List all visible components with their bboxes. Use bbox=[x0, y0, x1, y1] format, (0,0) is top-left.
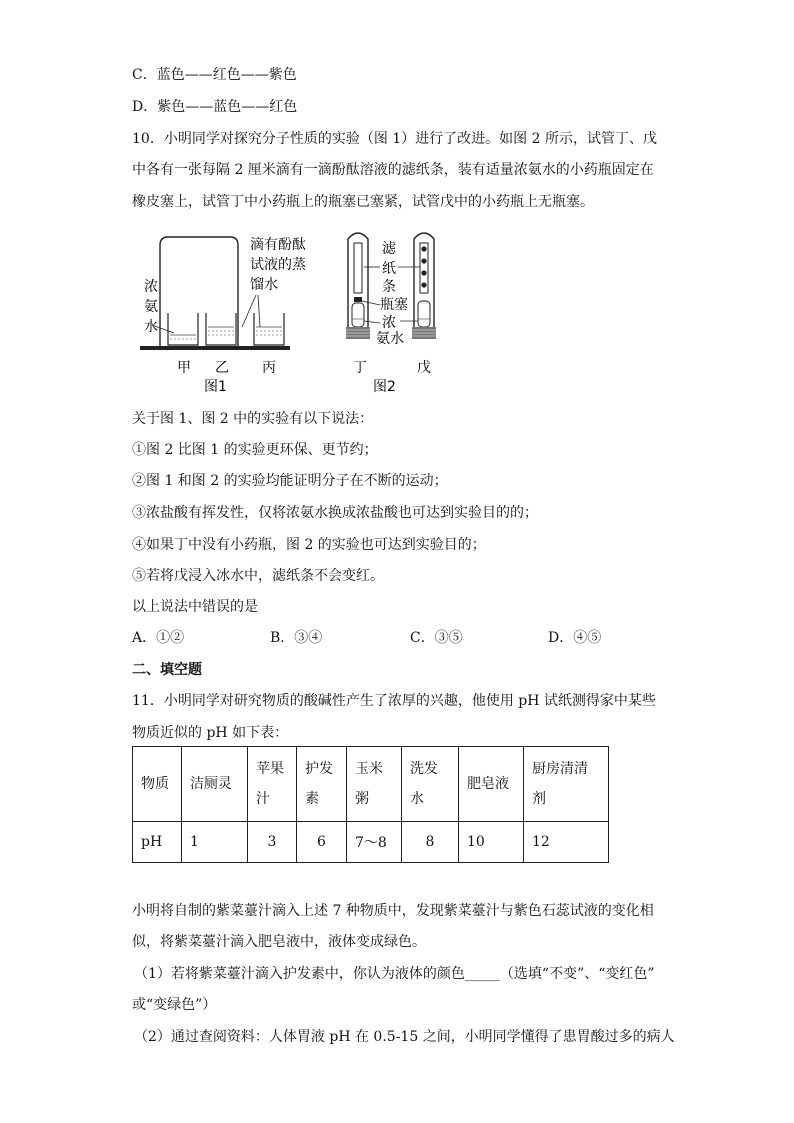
q10-statement-5: ⑤若将戊浸入冰水中，滤纸条不会变红。 bbox=[132, 568, 384, 584]
section-heading: 二、填空题 bbox=[132, 662, 202, 678]
beaker-yi bbox=[206, 313, 236, 345]
q10-statement-3: ③浓盐酸有挥发性，仅将浓氨水换成浓盐酸也可达到实验目的的； bbox=[132, 505, 538, 521]
figure-1 bbox=[140, 236, 306, 395]
table-cell: 6 bbox=[297, 822, 347, 863]
q11-paragraph-line1: 小明将自制的紫菜薹汁滴入上述 7 种物质中，发现紫菜薹汁与紫色石蕊试液的变化相 bbox=[132, 903, 654, 919]
fig2-label-zhi: 纸 bbox=[382, 261, 396, 277]
q10-text-line1: 10．小明同学对探究分子性质的实验（图 1）进行了改进。如图 2 所示，试管丁、戊 bbox=[132, 131, 657, 147]
q10-option-a: A．①② bbox=[132, 630, 185, 646]
table-cell: 苹果 汁 bbox=[248, 747, 297, 822]
q10-statement-2: ②图 1 和图 2 的实验均能证明分子在不断的运动； bbox=[132, 473, 448, 489]
table-cell: 3 bbox=[248, 822, 297, 863]
fig2-label-tiao: 条 bbox=[382, 279, 396, 295]
table-cell: 10 bbox=[459, 822, 524, 863]
fig2-label-lv: 滤 bbox=[382, 241, 396, 257]
fig1-label-phenol-1: 滴有酚酞 bbox=[250, 237, 306, 253]
table-cell: 厨房清清 剂 bbox=[524, 747, 609, 822]
q10-option-c: C．③⑤ bbox=[410, 630, 463, 646]
fig1-caption: 图1 bbox=[204, 379, 227, 395]
table-row-ph bbox=[133, 822, 609, 863]
fig1-label-phenol-2: 试液的蒸 bbox=[250, 257, 306, 273]
fig1-label-yi: 乙 bbox=[215, 360, 229, 376]
tube-wu bbox=[412, 233, 436, 339]
q11-sub2-line1: （2）通过查阅资料：人体胃液 pH 在 0.5-15 之间，小明同学懂得了患胃酸过多的病人 bbox=[134, 1029, 675, 1045]
q11-text-line1: 11．小明同学对研究物质的酸碱性产生了浓厚的兴趣，他使用 pH 试纸测得家中某些 bbox=[132, 693, 656, 709]
fig2-caption: 图2 bbox=[373, 379, 396, 395]
table-cell: 7～8 bbox=[347, 822, 402, 863]
table-cell: 1 bbox=[182, 822, 248, 863]
table-header-ph: pH bbox=[133, 822, 182, 863]
q10-text-line2: 中各有一张每隔 2 厘米滴有一滴酚酞溶液的滤纸条，装有适量浓氨水的小药瓶固定在 bbox=[132, 162, 654, 178]
q10-text-line3: 橡皮塞上，试管丁中小药瓶上的瓶塞已塞紧，试管戊中的小药瓶上无瓶塞。 bbox=[132, 194, 594, 210]
fig1-label-shui: 水 bbox=[144, 319, 158, 335]
fig1-label-nong: 浓 bbox=[144, 279, 158, 295]
fig1-label-jia: 甲 bbox=[177, 360, 191, 376]
fig2-label-pingsai: 瓶塞 bbox=[380, 297, 408, 313]
q10-question: 以上说法中错误的是 bbox=[132, 599, 258, 615]
beaker-jia bbox=[168, 313, 198, 345]
q11-sub1-line2: 或“变绿色”） bbox=[132, 997, 217, 1013]
q11-sub1-line1: （1）若将紫菜薹汁滴入护发素中，你认为液体的颜色_____（选填“不变”、“变红色” bbox=[134, 966, 655, 982]
q10-option-b: B．③④ bbox=[270, 630, 323, 646]
q10-option-d: D．④⑤ bbox=[548, 630, 602, 646]
fig1-label-phenol-3: 馏水 bbox=[250, 277, 278, 293]
table-header-substance: 物质 bbox=[133, 747, 182, 822]
fig2-label-wu: 戊 bbox=[417, 360, 431, 376]
table-cell: 洗发 水 bbox=[402, 747, 459, 822]
ph-table bbox=[132, 746, 609, 863]
table-cell: 8 bbox=[402, 822, 459, 863]
q11-paragraph-line2: 似，将紫菜薹汁滴入肥皂液中，液体变成绿色。 bbox=[132, 934, 426, 950]
table-cell: 玉米 粥 bbox=[347, 747, 402, 822]
table-cell: 护发 素 bbox=[297, 747, 347, 822]
figure-2 bbox=[346, 233, 436, 395]
beaker-bing bbox=[254, 313, 284, 345]
table-cell: 洁厕灵 bbox=[182, 747, 248, 822]
base-plate bbox=[140, 346, 290, 350]
fig2-label-anshui: 氨水 bbox=[376, 331, 404, 347]
bell-jar bbox=[160, 237, 238, 347]
fig1-label-an: 氨 bbox=[144, 299, 158, 315]
q11-text-line2: 物质近似的 pH 如下表： bbox=[132, 725, 289, 741]
tube-ding bbox=[346, 233, 370, 339]
q10-intro: 关于图 1、图 2 中的实验有以下说法： bbox=[132, 411, 374, 427]
q10-statement-4: ④如果丁中没有小药瓶，图 2 的实验也可达到实验目的； bbox=[132, 537, 486, 553]
option-c: C．蓝色——红色——紫色 bbox=[132, 67, 297, 83]
option-d: D．紫色——蓝色——红色 bbox=[132, 99, 298, 115]
table-row-substances bbox=[133, 747, 609, 822]
fig1-label-bing: 丙 bbox=[262, 360, 276, 376]
table-cell: 肥皂液 bbox=[459, 747, 524, 822]
experiment-figure bbox=[130, 225, 450, 400]
table-cell: 12 bbox=[524, 822, 609, 863]
fig2-label-ding: 丁 bbox=[353, 360, 367, 376]
fig2-label-nong: 浓 bbox=[382, 315, 396, 331]
q10-statement-1: ①图 2 比图 1 的实验更环保、更节约； bbox=[132, 442, 378, 458]
